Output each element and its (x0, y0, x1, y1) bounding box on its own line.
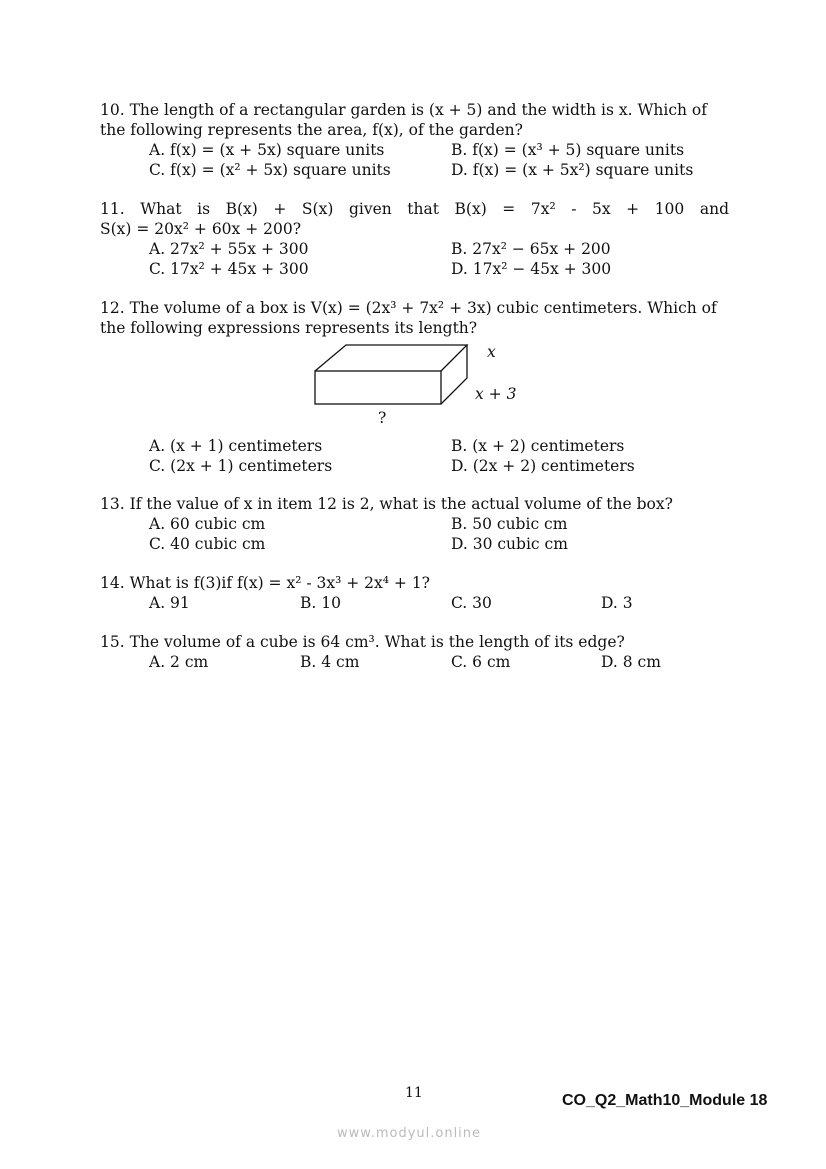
q15-option-b: B. 4 cm (300, 653, 360, 671)
question-13-stem: 13. If the value of x in item 12 is 2, what is the actual volume of the box? (100, 495, 673, 513)
q13-option-a: A. 60 cubic cm (149, 515, 266, 533)
q15-option-a: A. 2 cm (149, 653, 209, 671)
q12-option-d: D. (2x + 2) centimeters (451, 457, 635, 475)
question-11-stem-line2: S(x) = 20x² + 60x + 200? (100, 220, 302, 238)
q12-option-a: A. (x + 1) centimeters (149, 437, 323, 455)
q11-option-c: C. 17x² + 45x + 300 (149, 260, 309, 278)
q13-option-c: C. 40 cubic cm (149, 535, 266, 553)
q11-option-a: A. 27x² + 55x + 300 (149, 240, 309, 258)
q12-option-c: C. (2x + 1) centimeters (149, 457, 333, 475)
q15-option-d: D. 8 cm (601, 653, 661, 671)
q15-option-c: C. 6 cm (451, 653, 511, 671)
box-front-face (315, 371, 441, 404)
q14-option-a: A. 91 (149, 594, 190, 612)
q12-option-b: B. (x + 2) centimeters (451, 437, 625, 455)
box-top-face (315, 345, 467, 371)
question-14-stem: 14. What is f(3)if f(x) = x² - 3x³ + 2x⁴ + 1? (100, 574, 430, 592)
q14-option-c: C. 30 (451, 594, 492, 612)
q11-option-b: B. 27x² − 65x + 200 (451, 240, 611, 258)
question-12-stem: 12. The volume of a box is V(x) = (2x³ + 7x² + 3x) cubic centimeters. Which of the following expressions represents its length? (100, 299, 717, 337)
q10-option-a: A. f(x) = (x + 5x) square units (149, 141, 385, 159)
box-height-label: x + 3 (475, 385, 517, 403)
q11-option-d: D. 17x² − 45x + 300 (451, 260, 612, 278)
box-length-label: ? (378, 409, 387, 427)
q10-option-c: C. f(x) = (x² + 5x) square units (149, 161, 391, 179)
box-side-face (441, 345, 467, 404)
watermark: www.modyul.online (337, 1126, 482, 1141)
question-11-stem-line1: 11. What is B(x) + S(x) given that B(x) = 7x² - 5x + 100 and (100, 200, 729, 218)
question-10-stem: 10. The length of a rectangular garden is (x + 5) and the width is x. Which of the following represents the area, f(x), of the garden? (100, 101, 708, 139)
q10-option-b: B. f(x) = (x³ + 5) square units (451, 141, 685, 159)
box-diagram (0, 0, 826, 420)
q14-option-b: B. 10 (300, 594, 341, 612)
q13-option-d: D. 30 cubic cm (451, 535, 568, 553)
q13-option-b: B. 50 cubic cm (451, 515, 568, 533)
page-number: 11 (405, 1085, 423, 1101)
q10-option-d: D. f(x) = (x + 5x²) square units (451, 161, 694, 179)
q14-option-d: D. 3 (601, 594, 633, 612)
box-depth-label: x (487, 343, 496, 361)
module-code: CO_Q2_Math10_Module 18 (562, 1092, 768, 1109)
question-15-stem: 15. The volume of a cube is 64 cm³. What is the length of its edge? (100, 633, 625, 651)
